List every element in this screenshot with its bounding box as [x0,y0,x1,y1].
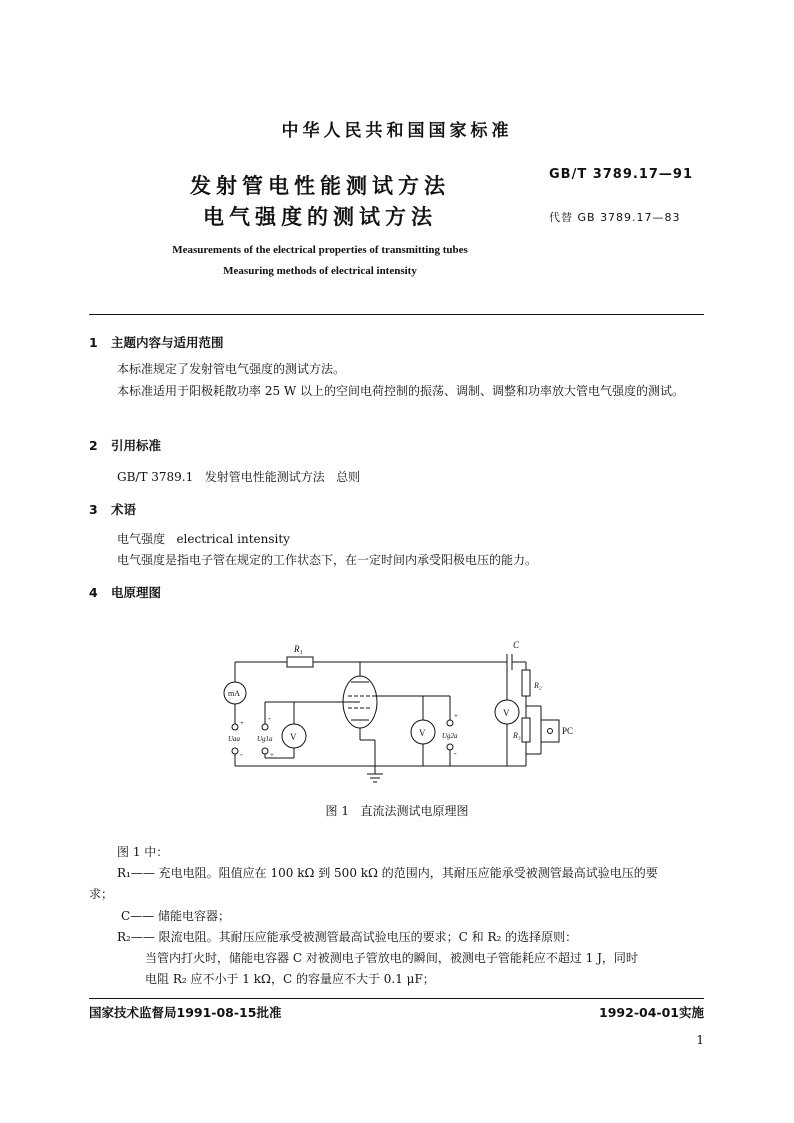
label-uaa: Uaa [228,735,241,743]
label-r2: R₂ [534,681,542,690]
section-title: 电原理图 [111,585,162,600]
label-ma: mA [228,689,240,698]
legend-c: C—— 储能电容器； [121,909,230,923]
section-title: 引用标准 [111,438,162,453]
section-number: 4 [89,585,98,600]
legend-r2-sub2: 电阻 R₂ 应不小于 1 kΩ，C 的容量应不大于 0.1 μF； [145,972,435,986]
label-ug1a: Ug1a [257,735,273,743]
approval-date: 国家技术监督局1991-08-15批准 [89,1005,282,1020]
section-number: 2 [89,438,98,453]
section-1-para-1: 本标准规定了发射管电气强度的测试方法。 [117,362,346,376]
label-r3: R₃ [513,731,521,740]
legend-r2: R₂—— 限流电阻。其耐压应能承受被测管最高试验电压的要求；C 和 R₂ 的选择原则： [117,930,578,944]
label-v-g1: V [290,732,297,742]
label-c: C [513,640,520,650]
label-v-g2: V [419,728,426,738]
label-ug2a: Ug2a [442,732,458,740]
section-4-heading [89,583,161,601]
section-title: 术语 [111,502,137,517]
section-1-heading [89,333,224,351]
resistor-r3 [522,718,530,742]
footer-rule [89,998,704,999]
label-plus: + [270,751,274,759]
standard-code: GB/T 3789.17—91 [549,167,694,182]
legend-r2-sub1: 当管内打火时，储能电容器 C 对被测电子管放电的瞬间，被测电子管能耗应不超过 1 J，同时 [145,951,638,965]
reference-standard: GB/T 3789.1 发射管电性能测试方法 总则 [117,470,361,484]
page-number: 1 [696,1033,704,1047]
figure-caption: 图 1 直流法测试电原理图 [325,804,469,818]
protection-circuit-pc [541,720,559,742]
label-plus: + [240,719,244,727]
section-2-heading [89,436,161,454]
section-3-heading [89,500,136,518]
resistor-r1 [287,657,313,667]
title-cn-line2: 电气强度的测试方法 [203,204,437,229]
term-definition: 电气强度是指电子管在规定的工作状态下，在一定时间内承受阳极电压的能力。 [117,553,538,567]
label-pc: PC [562,726,574,736]
title-en-line2: Measuring methods of electrical intensity [223,265,417,277]
label-r1: R₁ [294,644,303,654]
label-minus: - [454,749,457,758]
section-1-para-2: 本标准适用于阳极耗散功率 25 W 以上的空间电荷控制的振荡、调制、调整和功率放大管电气强度的测试。 [117,384,685,398]
title-cn-line1: 发射管电性能测试方法 [190,173,450,198]
national-standard-header: 中华人民共和国国家标准 [281,121,513,141]
term-definition-title: 电气强度 electrical intensity [117,532,290,546]
implementation-date: 1992-04-01实施 [599,1005,704,1020]
label-minus: - [240,750,243,759]
circuit-diagram [210,630,590,790]
replaces-standard: 代替 GB 3789.17—83 [549,211,681,224]
header-rule [89,314,704,315]
label-v-anode: V [503,708,510,718]
legend-intro: 图 1 中： [117,845,169,859]
label-minus: - [268,714,271,723]
legend-r1-line2: 求； [89,887,114,901]
legend-r1-line1: R₁—— 充电电阻。阻值应在 100 kΩ 到 500 kΩ 的范围内，其耐压应能承受被测管最高试验电压的要 [117,866,658,880]
resistor-r2 [522,670,530,696]
label-plus: + [454,712,458,720]
title-en-line1: Measurements of the electrical properties of transmitting tubes [172,244,468,256]
section-number: 1 [89,335,98,350]
section-title: 主题内容与适用范围 [111,335,224,350]
section-number: 3 [89,502,98,517]
